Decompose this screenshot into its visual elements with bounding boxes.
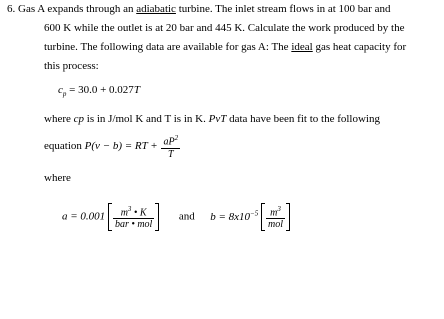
- state-equation: [44, 131, 181, 161]
- where1-cp: cp: [73, 113, 85, 125]
- bracket-right-b: [286, 203, 290, 231]
- cp-T: T: [133, 84, 140, 96]
- ideal-word: ideal: [291, 41, 313, 53]
- a-units-denominator: bar • mol: [114, 219, 153, 231]
- cp-subscript: p: [62, 90, 67, 99]
- constants-line: [62, 198, 290, 232]
- line4-text: this process:: [44, 60, 99, 72]
- where-line-2: [44, 172, 71, 185]
- line1-text: Gas A expands through an: [18, 3, 137, 15]
- b-value: $b = 8x10^{-5}$: [210, 209, 259, 223]
- a-units: [113, 204, 154, 230]
- bracket-right: [155, 203, 159, 231]
- where1-a: where: [44, 113, 74, 125]
- cp-symbol: c: [58, 84, 63, 96]
- line2-text: 600 K while the outlet is at 20 bar and 445 K. Calculate the work produced by the: [44, 22, 405, 34]
- where2-text: where: [44, 172, 71, 184]
- adiabatic-word: adiabatic: [136, 3, 176, 15]
- where1-c: data have been fit to the following: [226, 113, 380, 125]
- bracket-left: [108, 203, 112, 231]
- problem-line-3: [44, 41, 406, 54]
- line1-text-b: turbine. The inlet stream flows in at 100 bar and: [175, 3, 391, 15]
- line3-text: turbine. The following data are available for gas A: The: [44, 41, 292, 53]
- line3-text-b: gas heat capacity for: [312, 41, 407, 53]
- equation-numerator: $aP^2$: [163, 134, 179, 148]
- problem-line-1: [7, 3, 391, 16]
- where1-pvt: PvT: [208, 113, 227, 125]
- and-word: and: [178, 210, 195, 223]
- cp-equation: [58, 84, 140, 101]
- problem-line-2: [44, 22, 404, 35]
- equation-lhs: P(v − b) = RT +: [84, 140, 158, 152]
- equation-denominator: T: [168, 148, 174, 160]
- a-value: a = 0.001: [62, 210, 106, 223]
- b-units-numerator: $m^3$: [266, 204, 285, 219]
- equation-word: equation: [44, 140, 85, 152]
- where1-b: is in J/mol K and T is in K.: [84, 113, 209, 125]
- equation-fraction: [161, 133, 180, 159]
- b-units: [266, 204, 285, 230]
- bracket-left-b: [261, 203, 265, 231]
- where-line-1: [44, 113, 380, 126]
- problem-number: 6.: [7, 3, 16, 15]
- cp-rhs: = 30.0 + 0.027: [69, 84, 134, 96]
- problem-line-4: [44, 60, 99, 73]
- a-units-numerator: $m^3$ • K: [113, 204, 154, 219]
- b-units-denominator: mol: [268, 219, 284, 231]
